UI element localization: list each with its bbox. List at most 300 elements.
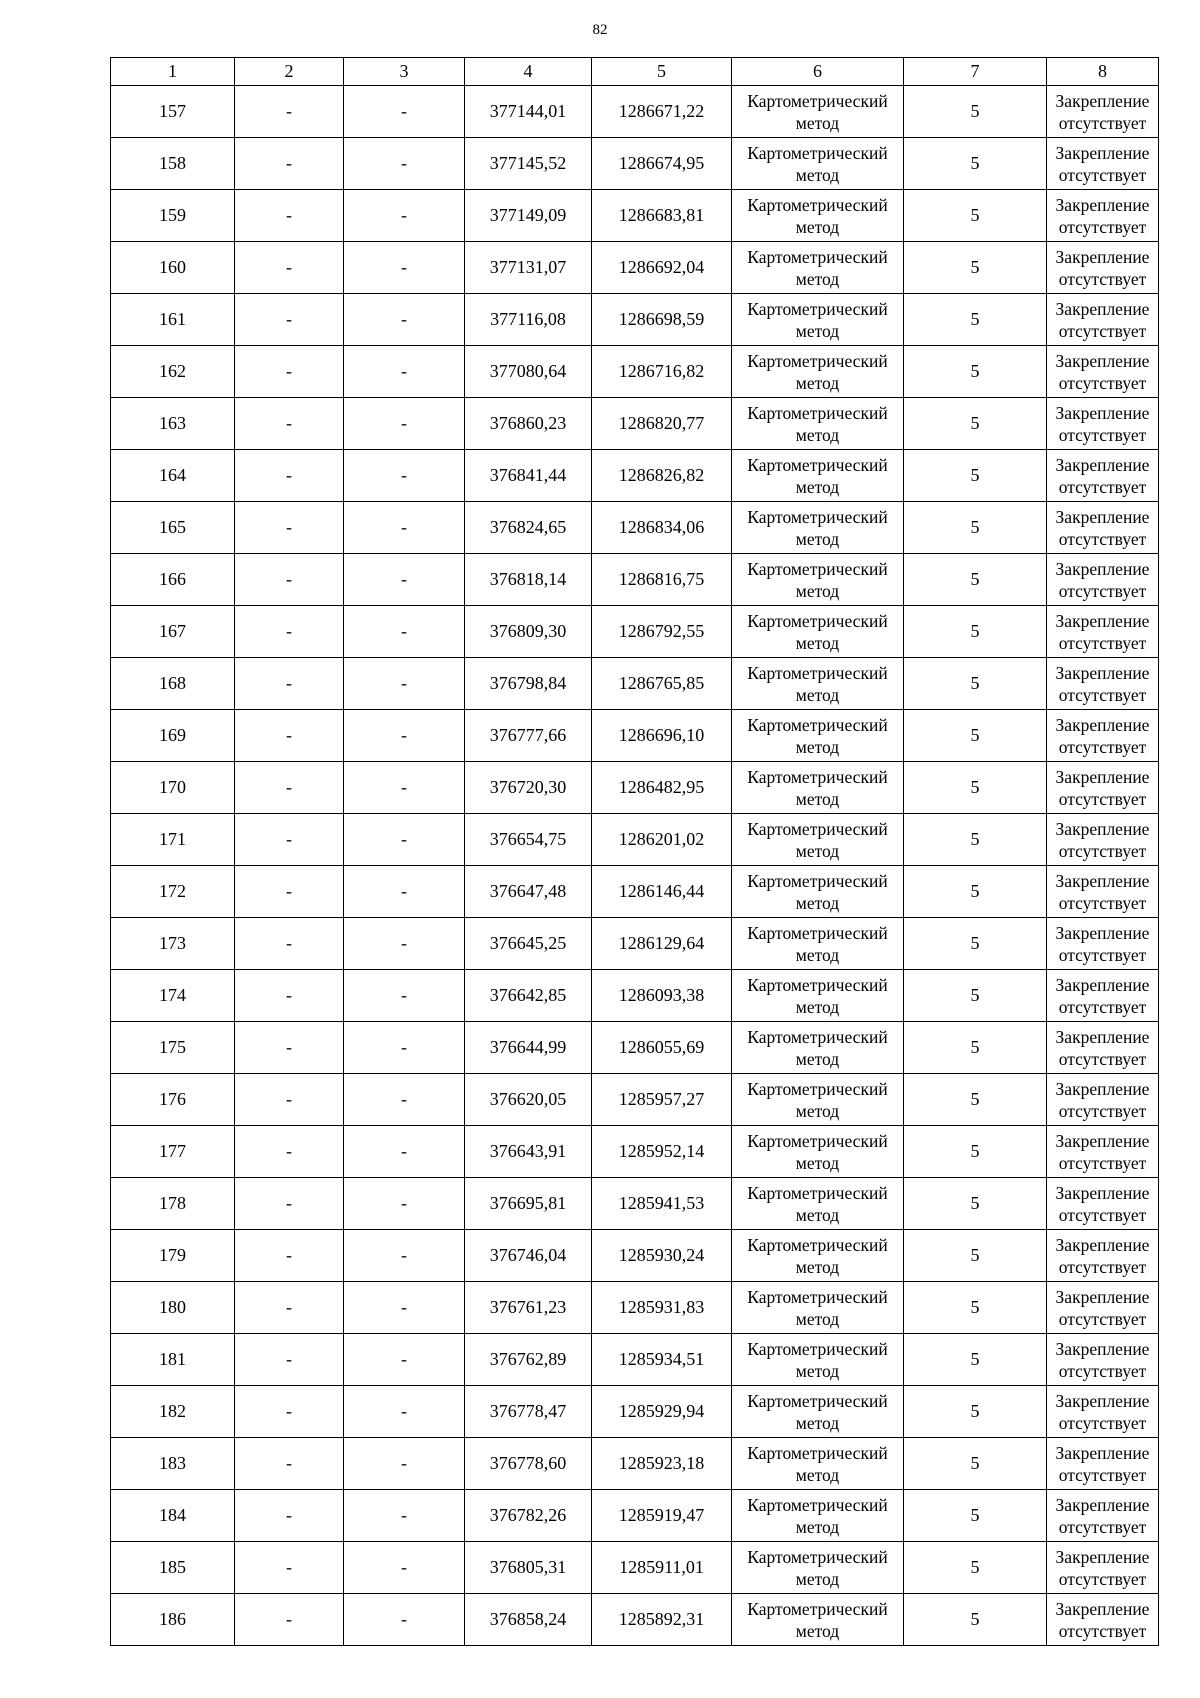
table-row bbox=[111, 1542, 1159, 1594]
column-3-cell: - bbox=[344, 918, 465, 970]
accuracy-cell: 5 bbox=[904, 190, 1047, 242]
accuracy-cell: 5 bbox=[904, 1542, 1047, 1594]
method-cell-line: Картометрический bbox=[747, 1442, 888, 1463]
table-row bbox=[111, 1126, 1159, 1178]
fixing-cell bbox=[1047, 1074, 1159, 1126]
point-number-cell: 166 bbox=[111, 554, 235, 606]
method-cell-line: метод bbox=[795, 164, 840, 185]
method-cell-line: Картометрический bbox=[747, 558, 888, 579]
fixing-cell-line: Закрепление bbox=[1055, 714, 1150, 735]
fixing-cell bbox=[1047, 606, 1159, 658]
column-2-cell: - bbox=[235, 554, 344, 606]
column-2-cell: - bbox=[235, 1594, 344, 1646]
column-2-cell: - bbox=[235, 606, 344, 658]
y-coordinate-cell: 1285892,31 bbox=[592, 1594, 732, 1646]
column-2-cell: - bbox=[235, 1022, 344, 1074]
point-number-cell: 179 bbox=[111, 1230, 235, 1282]
fixing-cell-line: Закрепление bbox=[1055, 506, 1150, 527]
fixing-cell-line: отсутствует bbox=[1058, 268, 1147, 289]
table-row bbox=[111, 1438, 1159, 1490]
method-cell bbox=[732, 242, 904, 294]
column-3-cell: - bbox=[344, 866, 465, 918]
y-coordinate-cell: 1286698,59 bbox=[592, 294, 732, 346]
method-cell-line: метод bbox=[795, 1516, 840, 1537]
accuracy-cell: 5 bbox=[904, 1438, 1047, 1490]
method-cell-line: метод bbox=[795, 1464, 840, 1485]
point-number-cell: 168 bbox=[111, 658, 235, 710]
fixing-cell bbox=[1047, 1022, 1159, 1074]
y-coordinate-cell: 1285934,51 bbox=[592, 1334, 732, 1386]
column-2-cell: - bbox=[235, 138, 344, 190]
x-coordinate-cell: 376778,60 bbox=[465, 1438, 592, 1490]
y-coordinate-cell: 1286816,75 bbox=[592, 554, 732, 606]
table-row bbox=[111, 918, 1159, 970]
table-row bbox=[111, 294, 1159, 346]
table-row bbox=[111, 970, 1159, 1022]
method-cell-line: метод bbox=[795, 996, 840, 1017]
accuracy-cell: 5 bbox=[904, 294, 1047, 346]
point-number-cell: 176 bbox=[111, 1074, 235, 1126]
fixing-cell bbox=[1047, 1230, 1159, 1282]
method-cell-line: метод bbox=[795, 1256, 840, 1277]
table-row bbox=[111, 242, 1159, 294]
point-number-cell: 158 bbox=[111, 138, 235, 190]
fixing-cell-line: отсутствует bbox=[1058, 1360, 1147, 1381]
point-number-cell: 184 bbox=[111, 1490, 235, 1542]
method-cell bbox=[732, 814, 904, 866]
fixing-cell-line: Закрепление bbox=[1055, 1546, 1150, 1567]
fixing-cell bbox=[1047, 398, 1159, 450]
x-coordinate-cell: 376746,04 bbox=[465, 1230, 592, 1282]
column-3-cell: - bbox=[344, 86, 465, 138]
method-cell bbox=[732, 1594, 904, 1646]
accuracy-cell: 5 bbox=[904, 1490, 1047, 1542]
fixing-cell-line: Закрепление bbox=[1055, 1078, 1150, 1099]
fixing-cell bbox=[1047, 710, 1159, 762]
method-cell-line: Картометрический bbox=[747, 246, 888, 267]
table-row bbox=[111, 190, 1159, 242]
point-number-cell: 185 bbox=[111, 1542, 235, 1594]
point-number-cell: 180 bbox=[111, 1282, 235, 1334]
column-2-cell: - bbox=[235, 970, 344, 1022]
accuracy-cell: 5 bbox=[904, 1386, 1047, 1438]
table-row bbox=[111, 398, 1159, 450]
fixing-cell bbox=[1047, 190, 1159, 242]
x-coordinate-cell: 377149,09 bbox=[465, 190, 592, 242]
column-2-cell: - bbox=[235, 1334, 344, 1386]
method-cell bbox=[732, 1022, 904, 1074]
accuracy-cell: 5 bbox=[904, 242, 1047, 294]
fixing-cell bbox=[1047, 762, 1159, 814]
column-3-cell: - bbox=[344, 502, 465, 554]
accuracy-cell: 5 bbox=[904, 970, 1047, 1022]
accuracy-cell: 5 bbox=[904, 1282, 1047, 1334]
fixing-cell bbox=[1047, 502, 1159, 554]
y-coordinate-cell: 1286093,38 bbox=[592, 970, 732, 1022]
table-row bbox=[111, 138, 1159, 190]
accuracy-cell: 5 bbox=[904, 1074, 1047, 1126]
method-cell bbox=[732, 502, 904, 554]
coordinates-table bbox=[110, 57, 1159, 1646]
y-coordinate-cell: 1286834,06 bbox=[592, 502, 732, 554]
accuracy-cell: 5 bbox=[904, 346, 1047, 398]
column-2-cell: - bbox=[235, 762, 344, 814]
fixing-cell-line: отсутствует bbox=[1058, 112, 1147, 133]
method-cell-line: метод bbox=[795, 892, 840, 913]
fixing-cell-line: Закрепление bbox=[1055, 870, 1150, 891]
method-cell bbox=[732, 86, 904, 138]
fixing-cell-line: отсутствует bbox=[1058, 1516, 1147, 1537]
point-number-cell: 181 bbox=[111, 1334, 235, 1386]
fixing-cell-line: отсутствует bbox=[1058, 1048, 1147, 1069]
method-cell bbox=[732, 762, 904, 814]
method-cell bbox=[732, 1386, 904, 1438]
table-row bbox=[111, 450, 1159, 502]
column-2-cell: - bbox=[235, 242, 344, 294]
table-row bbox=[111, 710, 1159, 762]
method-cell-line: Картометрический bbox=[747, 1078, 888, 1099]
point-number-cell: 170 bbox=[111, 762, 235, 814]
method-cell-line: Картометрический bbox=[747, 610, 888, 631]
point-number-cell: 159 bbox=[111, 190, 235, 242]
fixing-cell-line: Закрепление bbox=[1055, 90, 1150, 111]
method-cell-line: метод bbox=[795, 112, 840, 133]
table-row bbox=[111, 1022, 1159, 1074]
fixing-cell-line: отсутствует bbox=[1058, 164, 1147, 185]
y-coordinate-cell: 1286792,55 bbox=[592, 606, 732, 658]
method-cell bbox=[732, 918, 904, 970]
column-header: 8 bbox=[1047, 58, 1159, 86]
point-number-cell: 163 bbox=[111, 398, 235, 450]
method-cell-line: Картометрический bbox=[747, 454, 888, 475]
table-body bbox=[111, 86, 1159, 1646]
fixing-cell-line: отсутствует bbox=[1058, 1152, 1147, 1173]
fixing-cell-line: Закрепление bbox=[1055, 1598, 1150, 1619]
method-cell-line: Картометрический bbox=[747, 350, 888, 371]
table-row bbox=[111, 554, 1159, 606]
column-3-cell: - bbox=[344, 450, 465, 502]
method-cell-line: Картометрический bbox=[747, 194, 888, 215]
y-coordinate-cell: 1285929,94 bbox=[592, 1386, 732, 1438]
fixing-cell-line: отсутствует bbox=[1058, 580, 1147, 601]
column-2-cell: - bbox=[235, 1386, 344, 1438]
method-cell bbox=[732, 1438, 904, 1490]
column-3-cell: - bbox=[344, 1542, 465, 1594]
x-coordinate-cell: 376643,91 bbox=[465, 1126, 592, 1178]
method-cell-line: Картометрический bbox=[747, 1598, 888, 1619]
column-2-cell: - bbox=[235, 398, 344, 450]
column-2-cell: - bbox=[235, 918, 344, 970]
method-cell-line: Картометрический bbox=[747, 1546, 888, 1567]
table-row bbox=[111, 814, 1159, 866]
fixing-cell-line: Закрепление bbox=[1055, 558, 1150, 579]
fixing-cell bbox=[1047, 1490, 1159, 1542]
y-coordinate-cell: 1285923,18 bbox=[592, 1438, 732, 1490]
column-2-cell: - bbox=[235, 658, 344, 710]
column-2-cell: - bbox=[235, 294, 344, 346]
method-cell-line: метод bbox=[795, 1620, 840, 1641]
fixing-cell bbox=[1047, 658, 1159, 710]
y-coordinate-cell: 1286696,10 bbox=[592, 710, 732, 762]
x-coordinate-cell: 376805,31 bbox=[465, 1542, 592, 1594]
y-coordinate-cell: 1286692,04 bbox=[592, 242, 732, 294]
x-coordinate-cell: 376647,48 bbox=[465, 866, 592, 918]
fixing-cell-line: Закрепление bbox=[1055, 298, 1150, 319]
point-number-cell: 162 bbox=[111, 346, 235, 398]
method-cell bbox=[732, 866, 904, 918]
column-2-cell: - bbox=[235, 502, 344, 554]
y-coordinate-cell: 1286055,69 bbox=[592, 1022, 732, 1074]
column-2-cell: - bbox=[235, 190, 344, 242]
fixing-cell-line: отсутствует bbox=[1058, 1464, 1147, 1485]
fixing-cell-line: отсутствует bbox=[1058, 320, 1147, 341]
method-cell bbox=[732, 606, 904, 658]
fixing-cell-line: отсутствует bbox=[1058, 632, 1147, 653]
column-3-cell: - bbox=[344, 398, 465, 450]
column-3-cell: - bbox=[344, 554, 465, 606]
column-3-cell: - bbox=[344, 1126, 465, 1178]
y-coordinate-cell: 1286716,82 bbox=[592, 346, 732, 398]
column-3-cell: - bbox=[344, 970, 465, 1022]
point-number-cell: 183 bbox=[111, 1438, 235, 1490]
method-cell-line: метод bbox=[795, 736, 840, 757]
fixing-cell-line: отсутствует bbox=[1058, 424, 1147, 445]
accuracy-cell: 5 bbox=[904, 398, 1047, 450]
method-cell bbox=[732, 658, 904, 710]
column-header: 7 bbox=[904, 58, 1047, 86]
x-coordinate-cell: 376858,24 bbox=[465, 1594, 592, 1646]
accuracy-cell: 5 bbox=[904, 1594, 1047, 1646]
x-coordinate-cell: 376782,26 bbox=[465, 1490, 592, 1542]
method-cell-line: метод bbox=[795, 1360, 840, 1381]
method-cell-line: метод bbox=[795, 372, 840, 393]
fixing-cell bbox=[1047, 918, 1159, 970]
method-cell-line: Картометрический bbox=[747, 402, 888, 423]
fixing-cell-line: Закрепление bbox=[1055, 1442, 1150, 1463]
method-cell-line: метод bbox=[795, 528, 840, 549]
column-2-cell: - bbox=[235, 1282, 344, 1334]
column-3-cell: - bbox=[344, 1386, 465, 1438]
column-3-cell: - bbox=[344, 1594, 465, 1646]
method-cell bbox=[732, 1490, 904, 1542]
point-number-cell: 160 bbox=[111, 242, 235, 294]
fixing-cell bbox=[1047, 450, 1159, 502]
column-3-cell: - bbox=[344, 762, 465, 814]
point-number-cell: 164 bbox=[111, 450, 235, 502]
method-cell-line: Картометрический bbox=[747, 90, 888, 111]
x-coordinate-cell: 376642,85 bbox=[465, 970, 592, 1022]
method-cell bbox=[732, 1334, 904, 1386]
method-cell bbox=[732, 1282, 904, 1334]
column-3-cell: - bbox=[344, 1282, 465, 1334]
fixing-cell bbox=[1047, 814, 1159, 866]
x-coordinate-cell: 376818,14 bbox=[465, 554, 592, 606]
method-cell bbox=[732, 710, 904, 762]
y-coordinate-cell: 1286765,85 bbox=[592, 658, 732, 710]
column-header: 3 bbox=[344, 58, 465, 86]
fixing-cell-line: отсутствует bbox=[1058, 840, 1147, 861]
method-cell-line: метод bbox=[795, 632, 840, 653]
fixing-cell-line: отсутствует bbox=[1058, 944, 1147, 965]
point-number-cell: 175 bbox=[111, 1022, 235, 1074]
column-2-cell: - bbox=[235, 450, 344, 502]
fixing-cell bbox=[1047, 970, 1159, 1022]
method-cell-line: метод bbox=[795, 1204, 840, 1225]
column-3-cell: - bbox=[344, 814, 465, 866]
accuracy-cell: 5 bbox=[904, 918, 1047, 970]
point-number-cell: 177 bbox=[111, 1126, 235, 1178]
column-3-cell: - bbox=[344, 1438, 465, 1490]
column-2-cell: - bbox=[235, 1230, 344, 1282]
fixing-cell-line: отсутствует bbox=[1058, 1204, 1147, 1225]
x-coordinate-cell: 376645,25 bbox=[465, 918, 592, 970]
column-2-cell: - bbox=[235, 346, 344, 398]
fixing-cell-line: Закрепление bbox=[1055, 350, 1150, 371]
method-cell-line: Картометрический bbox=[747, 922, 888, 943]
method-cell-line: метод bbox=[795, 1568, 840, 1589]
table-row bbox=[111, 86, 1159, 138]
x-coordinate-cell: 377116,08 bbox=[465, 294, 592, 346]
accuracy-cell: 5 bbox=[904, 502, 1047, 554]
column-2-cell: - bbox=[235, 1490, 344, 1542]
fixing-cell-line: Закрепление bbox=[1055, 142, 1150, 163]
y-coordinate-cell: 1286683,81 bbox=[592, 190, 732, 242]
method-cell-line: метод bbox=[795, 1152, 840, 1173]
x-coordinate-cell: 376778,47 bbox=[465, 1386, 592, 1438]
method-cell bbox=[732, 294, 904, 346]
method-cell-line: Картометрический bbox=[747, 1494, 888, 1515]
x-coordinate-cell: 376761,23 bbox=[465, 1282, 592, 1334]
table-row bbox=[111, 1594, 1159, 1646]
column-header: 6 bbox=[732, 58, 904, 86]
column-3-cell: - bbox=[344, 710, 465, 762]
y-coordinate-cell: 1286146,44 bbox=[592, 866, 732, 918]
point-number-cell: 167 bbox=[111, 606, 235, 658]
column-3-cell: - bbox=[344, 1334, 465, 1386]
y-coordinate-cell: 1286482,95 bbox=[592, 762, 732, 814]
method-cell bbox=[732, 138, 904, 190]
column-3-cell: - bbox=[344, 1230, 465, 1282]
fixing-cell bbox=[1047, 1126, 1159, 1178]
method-cell-line: Картометрический bbox=[747, 974, 888, 995]
accuracy-cell: 5 bbox=[904, 658, 1047, 710]
column-2-cell: - bbox=[235, 1178, 344, 1230]
column-3-cell: - bbox=[344, 294, 465, 346]
column-header: 1 bbox=[111, 58, 235, 86]
x-coordinate-cell: 376644,99 bbox=[465, 1022, 592, 1074]
accuracy-cell: 5 bbox=[904, 554, 1047, 606]
column-3-cell: - bbox=[344, 658, 465, 710]
y-coordinate-cell: 1286201,02 bbox=[592, 814, 732, 866]
method-cell-line: метод bbox=[795, 684, 840, 705]
method-cell bbox=[732, 450, 904, 502]
point-number-cell: 174 bbox=[111, 970, 235, 1022]
point-number-cell: 165 bbox=[111, 502, 235, 554]
column-2-cell: - bbox=[235, 1074, 344, 1126]
fixing-cell-line: отсутствует bbox=[1058, 684, 1147, 705]
method-cell-line: Картометрический bbox=[747, 1286, 888, 1307]
fixing-cell-line: Закрепление bbox=[1055, 1026, 1150, 1047]
y-coordinate-cell: 1285930,24 bbox=[592, 1230, 732, 1282]
method-cell-line: метод bbox=[795, 1048, 840, 1069]
accuracy-cell: 5 bbox=[904, 1022, 1047, 1074]
fixing-cell-line: Закрепление bbox=[1055, 1338, 1150, 1359]
x-coordinate-cell: 376762,89 bbox=[465, 1334, 592, 1386]
column-2-cell: - bbox=[235, 866, 344, 918]
method-cell-line: метод bbox=[795, 424, 840, 445]
fixing-cell-line: Закрепление bbox=[1055, 246, 1150, 267]
method-cell-line: Картометрический bbox=[747, 1338, 888, 1359]
method-cell-line: метод bbox=[795, 944, 840, 965]
point-number-cell: 172 bbox=[111, 866, 235, 918]
y-coordinate-cell: 1285911,01 bbox=[592, 1542, 732, 1594]
fixing-cell-line: Закрепление bbox=[1055, 818, 1150, 839]
column-3-cell: - bbox=[344, 1022, 465, 1074]
table-row bbox=[111, 866, 1159, 918]
fixing-cell-line: отсутствует bbox=[1058, 372, 1147, 393]
method-cell-line: метод bbox=[795, 320, 840, 341]
y-coordinate-cell: 1285957,27 bbox=[592, 1074, 732, 1126]
fixing-cell-line: Закрепление bbox=[1055, 662, 1150, 683]
method-cell-line: метод bbox=[795, 1100, 840, 1121]
table-row bbox=[111, 658, 1159, 710]
method-cell-line: Картометрический bbox=[747, 1182, 888, 1203]
y-coordinate-cell: 1285941,53 bbox=[592, 1178, 732, 1230]
column-header: 2 bbox=[235, 58, 344, 86]
method-cell bbox=[732, 398, 904, 450]
fixing-cell-line: Закрепление bbox=[1055, 1494, 1150, 1515]
method-cell-line: метод bbox=[795, 1308, 840, 1329]
x-coordinate-cell: 376824,65 bbox=[465, 502, 592, 554]
method-cell-line: Картометрический bbox=[747, 1234, 888, 1255]
accuracy-cell: 5 bbox=[904, 1230, 1047, 1282]
fixing-cell-line: отсутствует bbox=[1058, 736, 1147, 757]
table-row bbox=[111, 1334, 1159, 1386]
method-cell bbox=[732, 1178, 904, 1230]
method-cell-line: Картометрический bbox=[747, 1026, 888, 1047]
x-coordinate-cell: 376860,23 bbox=[465, 398, 592, 450]
fixing-cell bbox=[1047, 1282, 1159, 1334]
fixing-cell bbox=[1047, 1334, 1159, 1386]
fixing-cell-line: Закрепление bbox=[1055, 402, 1150, 423]
method-cell-line: Картометрический bbox=[747, 1130, 888, 1151]
table-row bbox=[111, 1230, 1159, 1282]
x-coordinate-cell: 377131,07 bbox=[465, 242, 592, 294]
fixing-cell-line: Закрепление bbox=[1055, 1130, 1150, 1151]
x-coordinate-cell: 376654,75 bbox=[465, 814, 592, 866]
x-coordinate-cell: 376620,05 bbox=[465, 1074, 592, 1126]
table-row bbox=[111, 606, 1159, 658]
column-3-cell: - bbox=[344, 346, 465, 398]
fixing-cell bbox=[1047, 138, 1159, 190]
column-2-cell: - bbox=[235, 710, 344, 762]
method-cell-line: Картометрический bbox=[747, 870, 888, 891]
x-coordinate-cell: 376720,30 bbox=[465, 762, 592, 814]
fixing-cell-line: отсутствует bbox=[1058, 1412, 1147, 1433]
method-cell-line: метод bbox=[795, 268, 840, 289]
fixing-cell bbox=[1047, 1542, 1159, 1594]
method-cell-line: метод bbox=[795, 580, 840, 601]
table-row bbox=[111, 1178, 1159, 1230]
fixing-cell-line: Закрепление bbox=[1055, 766, 1150, 787]
column-2-cell: - bbox=[235, 1126, 344, 1178]
method-cell bbox=[732, 1542, 904, 1594]
table-row bbox=[111, 502, 1159, 554]
fixing-cell-line: отсутствует bbox=[1058, 1568, 1147, 1589]
fixing-cell bbox=[1047, 554, 1159, 606]
accuracy-cell: 5 bbox=[904, 1126, 1047, 1178]
column-3-cell: - bbox=[344, 138, 465, 190]
